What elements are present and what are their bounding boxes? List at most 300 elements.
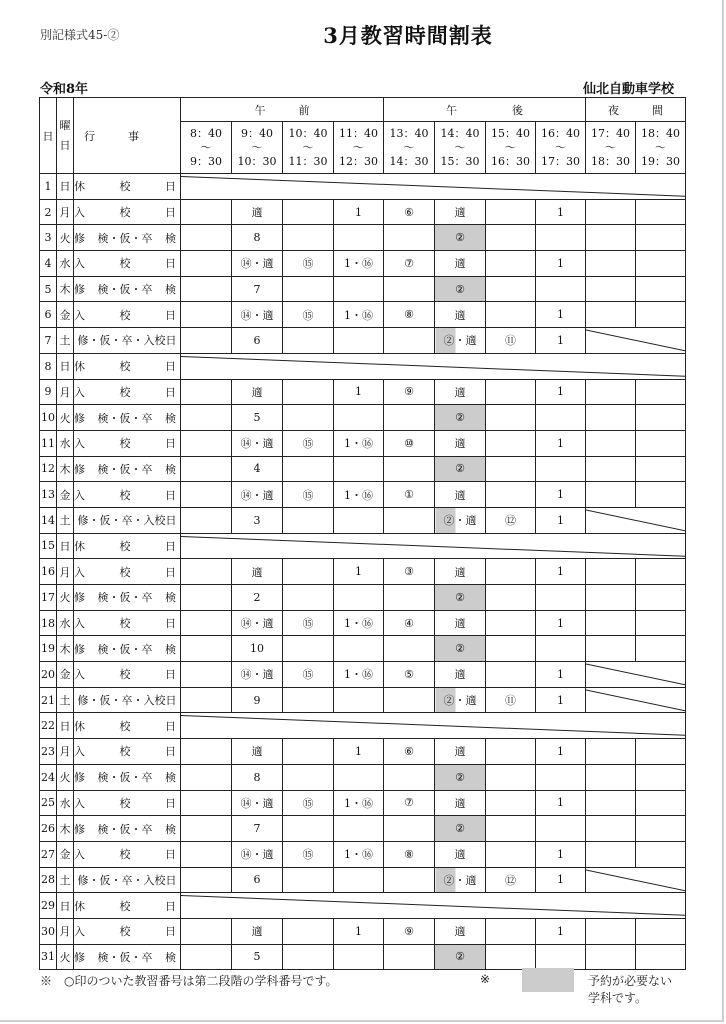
weekday: 日 <box>57 174 74 200</box>
lesson-cell: ⑨ <box>384 918 435 944</box>
event-label <box>74 482 181 508</box>
event-label <box>74 918 181 944</box>
event-part: 検・仮・卒 <box>97 950 153 964</box>
event-part: 日 <box>165 617 176 631</box>
event-part: 検・仮・卒 <box>97 771 153 785</box>
event-part: 日 <box>165 257 176 271</box>
night-strike <box>586 328 686 354</box>
event-part: 修 <box>74 411 85 425</box>
lesson-cell <box>384 225 435 251</box>
slot-time-line: ～ <box>302 140 314 154</box>
lesson-cell: ⑦ <box>384 790 435 816</box>
weekday: 土 <box>57 867 74 893</box>
event-part: 入 <box>74 437 85 451</box>
day-number: 10 <box>40 405 57 431</box>
lesson-cell <box>283 585 334 611</box>
lesson-cell <box>334 405 384 431</box>
table-row <box>40 456 686 482</box>
table-row <box>40 636 686 662</box>
lesson-cell: ⑭・適 <box>232 482 283 508</box>
lesson-cell: 1 <box>536 867 586 893</box>
event-part: 検・仮・卒 <box>97 283 153 297</box>
event-part: 入 <box>74 848 85 862</box>
lesson-cell <box>636 790 686 816</box>
lesson-cell <box>384 867 435 893</box>
table-row <box>40 328 686 354</box>
lesson-cell <box>283 816 334 842</box>
lesson-cell <box>636 610 686 636</box>
lesson-cell: ⑭・適 <box>232 302 283 328</box>
lesson-cell: 適 <box>435 662 486 688</box>
lesson-cell: ② <box>435 944 486 970</box>
day-number: 1 <box>40 174 57 200</box>
lesson-cell <box>181 559 232 585</box>
header-slot-10 <box>636 122 686 174</box>
lesson-cell: 適 <box>435 430 486 456</box>
lesson-cell: ⑧ <box>384 841 435 867</box>
lesson-cell <box>486 559 536 585</box>
weekday: 火 <box>57 764 74 790</box>
lesson-cell: ②・適 <box>435 867 486 893</box>
event-part: 修 <box>74 642 85 656</box>
lesson-cell <box>283 636 334 662</box>
event-part: 日 <box>165 385 176 399</box>
event-part: 校 <box>119 745 131 759</box>
lesson-cell <box>586 482 636 508</box>
header-weekday: 曜日 <box>57 98 74 174</box>
header-slot-3 <box>283 122 334 174</box>
lesson-cell: ② <box>435 276 486 302</box>
table-row <box>40 841 686 867</box>
lesson-cell: ⑧ <box>384 302 435 328</box>
slot-time-line: 14：30 <box>389 154 429 168</box>
lesson-cell <box>586 841 636 867</box>
lesson-cell <box>636 764 686 790</box>
lesson-cell: ② <box>435 764 486 790</box>
night-strike <box>586 662 686 688</box>
holiday-strike <box>181 713 686 739</box>
lesson-cell <box>586 251 636 277</box>
event-part: 入 <box>74 565 85 579</box>
lesson-cell <box>283 944 334 970</box>
lesson-cell <box>486 816 536 842</box>
lesson-cell <box>384 816 435 842</box>
lesson-cell <box>334 585 384 611</box>
lesson-cell: ②・適 <box>435 687 486 713</box>
form-code: 別記様式45-② <box>40 28 120 42</box>
lesson-cell: 7 <box>232 276 283 302</box>
slot-time-line: 16：40 <box>541 126 580 140</box>
lesson-cell <box>636 430 686 456</box>
lesson-cell <box>181 662 232 688</box>
event-label <box>74 533 181 559</box>
day-number: 22 <box>40 713 57 739</box>
lesson-cell <box>181 302 232 328</box>
lesson-cell <box>181 225 232 251</box>
lesson-cell <box>486 430 536 456</box>
lesson-cell <box>536 456 586 482</box>
day-number: 3 <box>40 225 57 251</box>
lesson-cell: 1 <box>536 739 586 765</box>
table-row <box>40 405 686 431</box>
event-part: 日 <box>165 668 176 682</box>
slot-time-line: 17：30 <box>541 154 580 168</box>
lesson-cell: 1 <box>334 199 384 225</box>
lesson-cell: ⑩ <box>384 430 435 456</box>
lesson-cell <box>334 276 384 302</box>
weekday: 水 <box>57 610 74 636</box>
lesson-cell: ② <box>435 456 486 482</box>
lesson-cell <box>181 482 232 508</box>
day-number: 20 <box>40 662 57 688</box>
table-row <box>40 687 686 713</box>
lesson-cell <box>486 302 536 328</box>
event-part: 修 <box>74 231 85 245</box>
event-part: 日 <box>165 565 176 579</box>
lesson-cell: ④ <box>384 610 435 636</box>
event-part: 日 <box>165 796 176 810</box>
lesson-cell <box>181 405 232 431</box>
event-part: 日 <box>165 437 176 451</box>
lesson-cell <box>586 302 636 328</box>
lesson-cell <box>283 687 334 713</box>
lesson-cell <box>586 585 636 611</box>
event-label <box>74 739 181 765</box>
lesson-cell: ② <box>435 816 486 842</box>
lesson-cell <box>384 507 435 533</box>
event-part: 校 <box>119 257 131 271</box>
day-number: 2 <box>40 199 57 225</box>
event-label <box>74 559 181 585</box>
event-part: 日 <box>165 539 176 553</box>
table-row <box>40 379 686 405</box>
event-part: 検・仮・卒 <box>97 462 153 476</box>
slot-time-line: 19：30 <box>641 154 680 168</box>
lesson-cell: ⑮ <box>283 251 334 277</box>
lesson-cell: 1 <box>536 662 586 688</box>
event-label <box>74 841 181 867</box>
slot-time-line: 10：40 <box>288 126 328 140</box>
event-label <box>74 610 181 636</box>
lesson-cell: 1 <box>536 790 586 816</box>
lesson-cell: 1・⑯ <box>334 302 384 328</box>
event-label <box>74 276 181 302</box>
weekday: 金 <box>57 302 74 328</box>
lesson-cell <box>586 816 636 842</box>
event-part: 休 <box>74 539 85 553</box>
event-label <box>74 225 181 251</box>
event-part: 日 <box>165 745 176 759</box>
day-number: 25 <box>40 790 57 816</box>
holiday-strike <box>181 353 686 379</box>
day-number: 31 <box>40 944 57 970</box>
night-strike <box>586 867 686 893</box>
lesson-cell: ②・適 <box>435 328 486 354</box>
lesson-cell <box>586 456 636 482</box>
lesson-cell <box>586 764 636 790</box>
lesson-cell <box>181 687 232 713</box>
lesson-cell: ⑭・適 <box>232 610 283 636</box>
lesson-cell <box>636 199 686 225</box>
day-number: 15 <box>40 533 57 559</box>
event-part: 日 <box>165 180 176 194</box>
day-number: 4 <box>40 251 57 277</box>
event-part: 入 <box>74 206 85 220</box>
footer-note-second-stage: ※ ○印のついた教習番号は第二段階の学科番号です。 <box>40 974 338 988</box>
event-part: 検 <box>165 591 176 605</box>
page-title: 3月教習時間割表 <box>323 23 493 48</box>
event-part: 修・仮・卒・入校日 <box>77 694 177 708</box>
lesson-cell: 1 <box>536 251 586 277</box>
lesson-cell <box>486 482 536 508</box>
event-label <box>74 302 181 328</box>
slot-time-line: ～ <box>605 140 616 154</box>
event-part: 検・仮・卒 <box>97 591 153 605</box>
lesson-cell: 1 <box>334 918 384 944</box>
lesson-cell <box>636 944 686 970</box>
event-part: 修 <box>74 591 85 605</box>
weekday: 火 <box>57 405 74 431</box>
lesson-cell <box>486 841 536 867</box>
holiday-strike <box>181 174 686 200</box>
lesson-cell: 1・⑯ <box>334 251 384 277</box>
day-number: 5 <box>40 276 57 302</box>
event-part: 校 <box>119 180 131 194</box>
event-part: 校 <box>119 925 131 939</box>
table-row <box>40 251 686 277</box>
lesson-cell: 1 <box>334 559 384 585</box>
event-label <box>74 790 181 816</box>
lesson-cell <box>181 379 232 405</box>
holiday-strike <box>181 893 686 919</box>
lesson-cell: 1 <box>536 687 586 713</box>
lesson-cell: 7 <box>232 816 283 842</box>
lesson-cell <box>486 251 536 277</box>
lesson-cell <box>536 225 586 251</box>
lesson-cell: 適 <box>435 841 486 867</box>
era-year: 令和8年 <box>40 82 89 97</box>
lesson-cell <box>486 379 536 405</box>
lesson-cell <box>181 610 232 636</box>
slot-time-line: ～ <box>655 140 666 154</box>
lesson-cell <box>181 918 232 944</box>
lesson-cell <box>334 944 384 970</box>
event-part: 検 <box>165 231 176 245</box>
table-row <box>40 662 686 688</box>
lesson-cell: ⑭・適 <box>232 251 283 277</box>
event-part: 日 <box>165 848 176 862</box>
weekday: 木 <box>57 456 74 482</box>
table-row <box>40 944 686 970</box>
weekday: 月 <box>57 379 74 405</box>
day-number: 27 <box>40 841 57 867</box>
slot-time-line: 17：40 <box>591 126 630 140</box>
day-number: 29 <box>40 893 57 919</box>
event-part: 校 <box>119 488 131 502</box>
lesson-cell <box>486 585 536 611</box>
event-part: 校 <box>119 617 131 631</box>
slot-time-line: 11：40 <box>339 126 378 140</box>
weekday: 火 <box>57 225 74 251</box>
slot-time-line: 13：40 <box>389 126 429 140</box>
weekday: 土 <box>57 687 74 713</box>
event-part: 校 <box>119 796 131 810</box>
table-row <box>40 867 686 893</box>
event-label <box>74 713 181 739</box>
slot-time-line: ～ <box>251 140 263 154</box>
lesson-cell: 適 <box>232 918 283 944</box>
table-row <box>40 430 686 456</box>
lesson-cell <box>586 636 636 662</box>
weekday: 火 <box>57 944 74 970</box>
lesson-cell <box>636 379 686 405</box>
school-name: 仙北自動車学校 <box>582 82 674 97</box>
header-night: 夜 間 <box>586 98 686 122</box>
header-slot-1 <box>181 122 232 174</box>
table-row <box>40 225 686 251</box>
table-row <box>40 302 686 328</box>
weekday: 火 <box>57 585 74 611</box>
day-number: 17 <box>40 585 57 611</box>
lesson-cell <box>636 841 686 867</box>
legend-gray-swatch <box>522 968 574 992</box>
lesson-cell: 1 <box>536 507 586 533</box>
event-part: 入 <box>74 308 85 322</box>
event-part: 日 <box>165 899 176 913</box>
header-afternoon: 午 後 <box>384 98 586 122</box>
lesson-cell <box>586 430 636 456</box>
lesson-cell <box>181 507 232 533</box>
day-number: 21 <box>40 687 57 713</box>
table-row <box>40 893 686 919</box>
lesson-cell <box>181 944 232 970</box>
lesson-cell: 適 <box>435 302 486 328</box>
event-part: 校 <box>119 539 131 553</box>
slot-time-line: ～ <box>353 140 364 154</box>
event-part: 入 <box>74 257 85 271</box>
night-strike <box>586 507 686 533</box>
event-part: 休 <box>74 360 85 374</box>
lesson-cell <box>283 456 334 482</box>
weekday: 金 <box>57 482 74 508</box>
header-morning: 午 前 <box>181 98 384 122</box>
event-part: 修 <box>74 283 85 297</box>
lesson-cell: 1 <box>536 302 586 328</box>
lesson-cell: 1 <box>536 482 586 508</box>
weekday: 日 <box>57 713 74 739</box>
lesson-cell <box>586 944 636 970</box>
lesson-cell <box>283 559 334 585</box>
table-row <box>40 174 686 200</box>
event-part: 校 <box>119 899 131 913</box>
lesson-cell: 5 <box>232 944 283 970</box>
lesson-cell: ⑮ <box>283 662 334 688</box>
lesson-cell <box>486 944 536 970</box>
lesson-cell: 2 <box>232 585 283 611</box>
lesson-cell <box>636 225 686 251</box>
lesson-cell <box>334 687 384 713</box>
event-label <box>74 405 181 431</box>
lesson-cell <box>636 456 686 482</box>
weekday: 月 <box>57 559 74 585</box>
lesson-cell: ⑭・適 <box>232 662 283 688</box>
lesson-cell <box>181 816 232 842</box>
lesson-cell: 適 <box>435 379 486 405</box>
slot-time-line: 15：40 <box>491 126 530 140</box>
header-slot-7 <box>486 122 536 174</box>
lesson-cell: 適 <box>435 482 486 508</box>
lesson-cell <box>181 199 232 225</box>
day-number: 14 <box>40 507 57 533</box>
weekday: 月 <box>57 918 74 944</box>
lesson-cell <box>636 559 686 585</box>
day-number: 6 <box>40 302 57 328</box>
lesson-cell: 適 <box>232 559 283 585</box>
lesson-cell <box>486 199 536 225</box>
night-strike <box>586 687 686 713</box>
lesson-cell <box>384 456 435 482</box>
header-event: 行 事 <box>74 98 181 174</box>
lesson-cell: ⑪ <box>486 687 536 713</box>
lesson-cell: ⑮ <box>283 430 334 456</box>
lesson-cell <box>536 405 586 431</box>
header-slot-2 <box>232 122 283 174</box>
lesson-cell: ⑤ <box>384 662 435 688</box>
table-row <box>40 816 686 842</box>
event-part: 修 <box>74 771 85 785</box>
slot-time-line: 8：40 <box>190 126 222 140</box>
lesson-cell <box>586 739 636 765</box>
lesson-cell <box>586 559 636 585</box>
slot-time-line: ～ <box>505 140 516 154</box>
lesson-cell: 1・⑯ <box>334 482 384 508</box>
lesson-cell <box>536 944 586 970</box>
slot-time-line: 18：30 <box>591 154 630 168</box>
lesson-cell <box>586 199 636 225</box>
weekday: 日 <box>57 893 74 919</box>
lesson-cell <box>384 944 435 970</box>
slot-time-line: 10：30 <box>237 154 277 168</box>
table-row <box>40 482 686 508</box>
lesson-cell <box>283 276 334 302</box>
lesson-cell: ⑫ <box>486 507 536 533</box>
lesson-cell: ⑥ <box>384 739 435 765</box>
lesson-cell <box>334 456 384 482</box>
lesson-cell: 1 <box>536 841 586 867</box>
table-row <box>40 739 686 765</box>
event-part: 入 <box>74 925 85 939</box>
event-part: 検・仮・卒 <box>97 642 153 656</box>
weekday: 日 <box>57 353 74 379</box>
lesson-cell <box>181 636 232 662</box>
lesson-cell: 8 <box>232 764 283 790</box>
lesson-cell <box>283 507 334 533</box>
lesson-cell: ②・適 <box>435 507 486 533</box>
lesson-cell <box>181 790 232 816</box>
slot-time-line: 9：40 <box>241 126 273 140</box>
day-number: 28 <box>40 867 57 893</box>
header-slot-4 <box>334 122 384 174</box>
lesson-cell: 適 <box>232 739 283 765</box>
slot-time-line: 9：30 <box>190 154 222 168</box>
lesson-cell <box>384 405 435 431</box>
table-row <box>40 713 686 739</box>
table-row <box>40 276 686 302</box>
event-part: 検 <box>165 283 176 297</box>
lesson-cell: 1・⑯ <box>334 430 384 456</box>
lesson-cell: 1 <box>536 430 586 456</box>
event-part: 入 <box>74 796 85 810</box>
